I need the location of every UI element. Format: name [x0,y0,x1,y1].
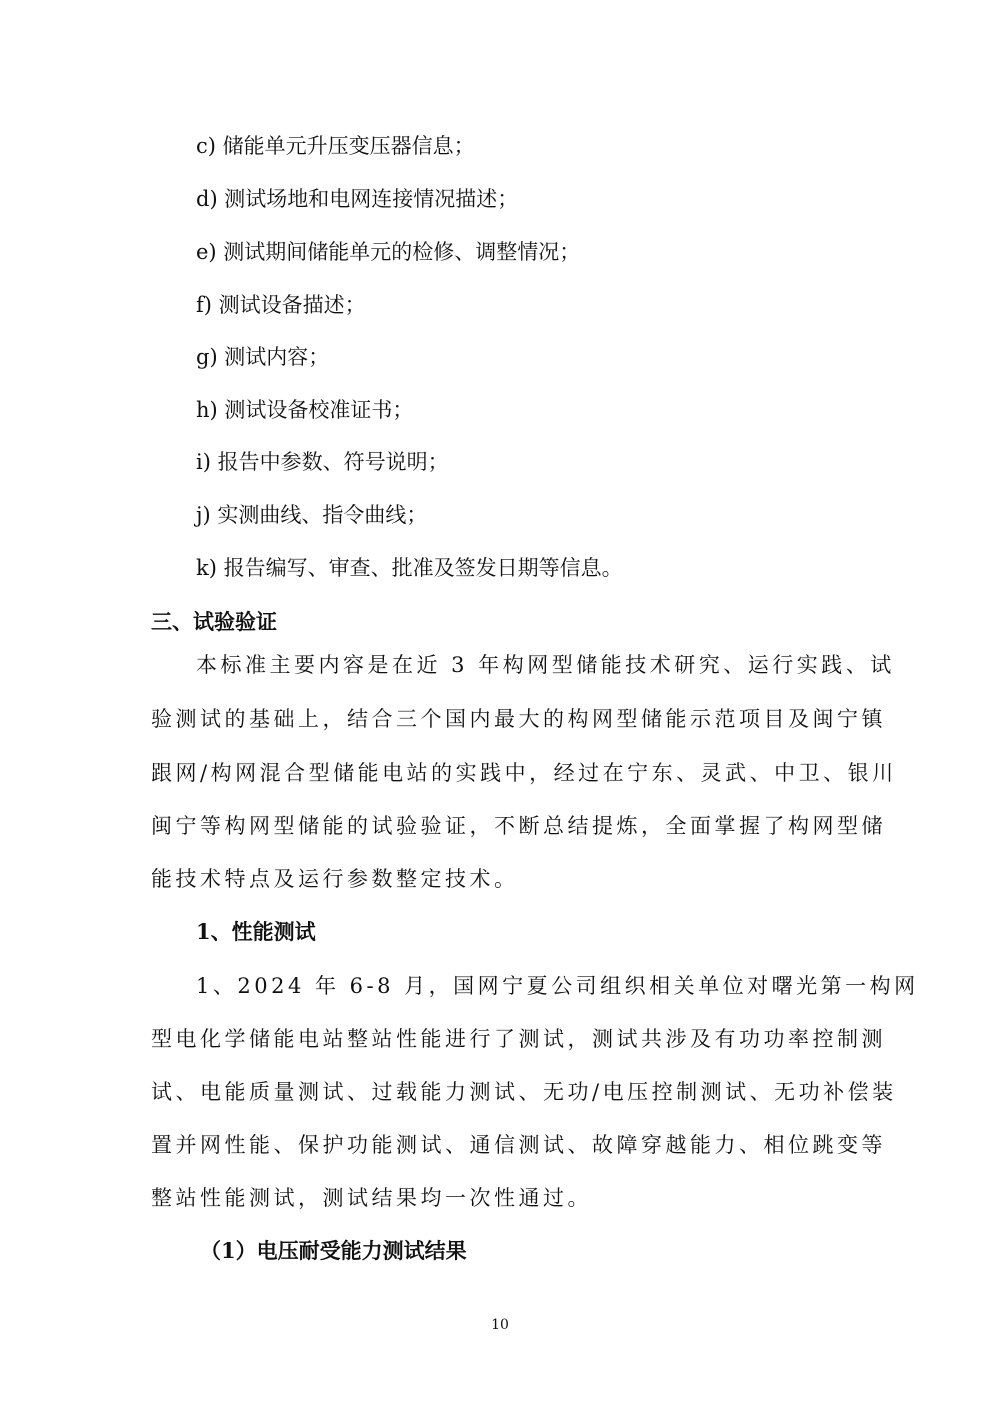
paragraph-line: 型电化学储能电站整站性能进行了测试，测试共涉及有功功率控制测 [151,1027,886,1051]
paragraph-line: 1、2024 年 6-8 月，国网宁夏公司组织相关单位对曙光第一构网 [196,974,919,998]
section-heading: 三、试验验证 [151,609,277,634]
paragraph-line: 置并网性能、保护功能测试、通信测试、故障穿越能力、相位跳变等 [151,1133,886,1157]
list-item-c: c) 储能单元升压变压器信息； [196,134,475,158]
paragraph-line: 试、电能质量测试、过载能力测试、无功/电压控制测试、无功补偿装 [151,1080,897,1104]
paragraph-line: 能技术特点及运行参数整定技术。 [151,867,519,891]
list-item-i: i) 报告中参数、符号说明； [196,450,449,474]
page-number: 10 [491,1317,509,1333]
list-item-g: g) 测试内容； [196,345,330,369]
paragraph-line: 跟网/构网混合型储能电站的实践中，经过在宁东、灵武、中卫、银川 [151,761,897,785]
paragraph-line: 整站性能测试，测试结果均一次性通过。 [151,1186,592,1210]
list-item-j: j) 实测曲线、指令曲线； [196,503,428,527]
paragraph-line: 闽宁等构网型储能的试验验证，不断总结提炼，全面掌握了构网型储 [151,814,886,838]
paragraph-line: 本标准主要内容是在近 3 年构网型储能技术研究、运行实践、试 [196,653,895,677]
list-item-h: h) 测试设备校准证书； [196,398,414,422]
sub-subsection-heading: （1）电压耐受能力测试结果 [200,1238,467,1263]
subsection-heading: 1、性能测试 [196,919,316,944]
list-item-d: d) 测试场地和电网连接情况描述； [196,187,519,211]
list-item-k: k) 报告编写、审查、批准及签发日期等信息。 [196,556,623,580]
paragraph-line: 验测试的基础上，结合三个国内最大的构网型储能示范项目及闽宁镇 [151,707,886,731]
list-item-f: f) 测试设备描述； [196,293,366,317]
list-item-e: e) 测试期间储能单元的检修、调整情况； [196,240,581,264]
